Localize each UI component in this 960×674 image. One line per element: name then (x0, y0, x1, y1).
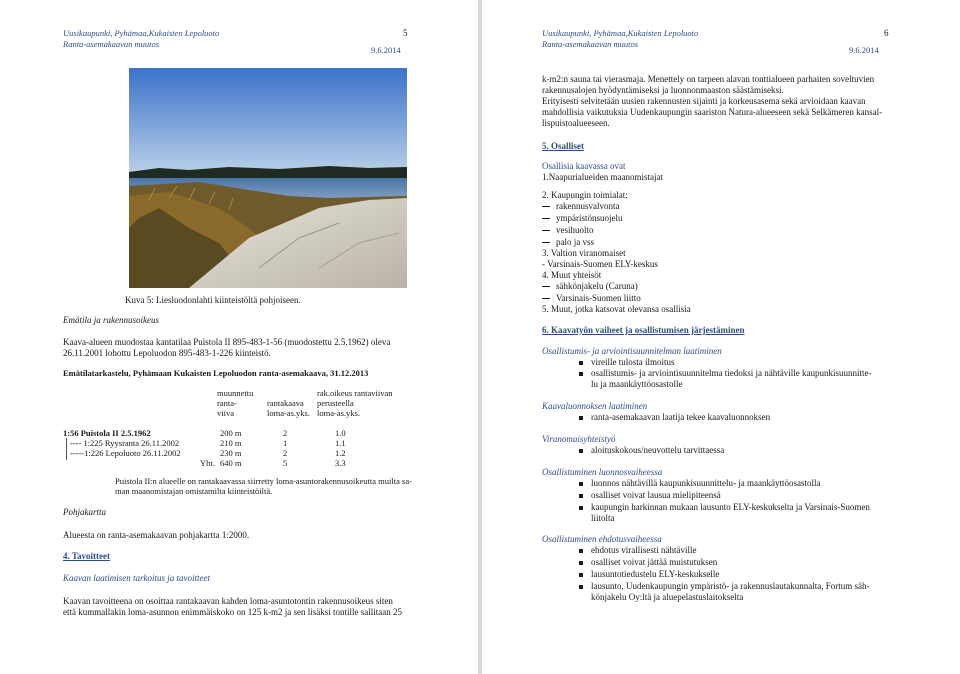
intro-line: mahdollisia vaikutuksia Uudenkaupungin saariston Natura-alueeseen sekä Selkämeren kansal- (542, 107, 883, 117)
landscape-photo (129, 68, 407, 288)
table-cell: 1.1 (335, 438, 346, 448)
square-bullet-icon (579, 361, 583, 365)
bullet-item: ranta-asemakaavan laatija tekee kaavaluonnoksen (579, 412, 770, 423)
osalliset-item: 5. Muut, jotka katsovat olevansa osallisia (542, 304, 691, 314)
square-bullet-icon (579, 482, 583, 486)
section-heading-5: 5. Osalliset (542, 141, 584, 151)
square-bullet-icon (579, 372, 583, 376)
bullet-item: osallistumis- ja arviointisuunnitelma tiedoksi ja nähtäville kaupunkisuunnitte- (579, 368, 871, 379)
table-row-label: ---- 1:225 Ryysranta 26.11.2002 (70, 438, 180, 448)
header-date: 9.6.2014 (371, 45, 401, 55)
square-bullet-icon (579, 449, 583, 453)
osalliset-subitem: - Varsinais-Suomen ELY-keskus (542, 259, 658, 269)
dash-bullet-icon (542, 242, 550, 243)
table-row-label: -----1:226 Lepoluoto 26.11.2002 (70, 448, 181, 458)
tree-connector-line (66, 438, 67, 460)
phase-title: Osallistumis- ja arviointisuunnitelman laatiminen (542, 346, 722, 356)
bullet-item-continuation: lu ja maankäyttöosastolle (591, 379, 683, 389)
table-header-col3-line2: perusteella (317, 398, 354, 408)
paragraph-line: Kaavan tavoitteena on osoittaa rantakaavan kahden loma-asuntotontin rakennusoikeus siten (63, 596, 393, 606)
paragraph-line: Kaava-alueen muodostaa kantatilaa Puistola II 895-483-1-56 (muodostettu 2.5.1962) oleva (63, 337, 391, 347)
bullet-item: luonnos nähtävillä kaupunkisuunnittelu- ja maankäyttöosastolla (579, 478, 820, 489)
table-title: Emätilatarkastelu, Pyhämaan Kukaisten Lepoluodon ranta-asemakaava, 31.12.2013 (63, 368, 369, 378)
dash-bullet-icon (542, 286, 550, 287)
table-cell: 2 (283, 448, 288, 458)
table-cell: 640 m (220, 458, 242, 468)
photo-caption: Kuva 5: Liesluodonlahti kiinteistöltä pohjoiseen. (125, 295, 301, 305)
side-label-pohjakartta: Pohjakartta (63, 507, 106, 517)
table-header-col2-line3: loma-as.yks. (267, 408, 310, 418)
dash-list-item: ympäristönsuojelu (542, 213, 623, 224)
table-cell: 1 (283, 438, 288, 448)
dash-list-item: Varsinais-Suomen liitto (542, 293, 641, 304)
table-cell: 2 (283, 428, 288, 438)
note-line: Puistola II:n alueelle on rantakaavassa siirretty loma-asuntorakennusoikeutta muilta sa- (115, 476, 412, 486)
page-number: 5 (403, 28, 408, 38)
side-label-emätila: Emätila ja rakennusoikeus (63, 315, 159, 325)
table-cell: 200 m (220, 428, 242, 438)
dash-bullet-icon (542, 298, 550, 299)
phase-title: Osallistuminen luonnosvaiheessa (542, 467, 663, 477)
phase-title: Viranomaisyhteistyö (542, 434, 616, 444)
bullet-item: ehdotus virallisesti nähtäville (579, 545, 696, 556)
header-title: Uusikaupunki, Pyhämaa,Kukaisten Lepoluoto (542, 28, 699, 38)
bullet-item: lausunto, Uudenkaupungin ympäristö- ja rakennuslautakunnalta, Fortum säh- (579, 581, 869, 592)
header-date: 9.6.2014 (849, 45, 879, 55)
landscape-photo-image (129, 68, 407, 288)
table-cell: 210 m (220, 438, 242, 448)
intro-line: k-m2:n sauna tai vierasmaja. Menettely on tarpeen alavan tonttialueen parhaiten soveltuvien (542, 74, 875, 84)
bullet-item: aloituskokous/neuvottelu tarvittaessa (579, 445, 724, 456)
osalliset-item: 2. Kaupungin toimialat: (542, 190, 628, 200)
square-bullet-icon (579, 573, 583, 577)
square-bullet-icon (579, 494, 583, 498)
square-bullet-icon (579, 585, 583, 589)
header-subtitle: Ranta-asemakaavan muutos (63, 39, 160, 49)
table-row-label: 1:56 Puistola II 2.5.1962 (63, 428, 151, 438)
osalliset-item: 3. Valtion viranomaiset (542, 248, 626, 258)
table-row-label: Yht. (200, 458, 215, 468)
pohjakartta-text: Alueesta on ranta-asemakaavan pohjakartta 1:2000. (63, 530, 250, 540)
table-header-col2-line2: rantakaava (267, 398, 304, 408)
table-cell: 1.0 (335, 428, 346, 438)
square-bullet-icon (579, 561, 583, 565)
table-cell: 5 (283, 458, 288, 468)
document-page-right (482, 0, 960, 674)
osalliset-intro: Osallisia kaavassa ovat (542, 161, 626, 171)
dash-bullet-icon (542, 206, 550, 207)
osalliset-item: 4. Muut yhteisöt (542, 270, 602, 280)
dash-list-item: vesihuolto (542, 225, 594, 236)
dash-list-item: palo ja vss (542, 237, 594, 248)
header-title: Uusikaupunki, Pyhämaa,Kukaisten Lepoluoto (63, 28, 220, 38)
document-page-left (0, 0, 478, 674)
section-subheading: Kaavan laatimisen tarkoitus ja tavoitteet (63, 573, 210, 583)
paragraph-line: että kummallakin loma-asunnon enimmäiskoko on 125 k-m2 ja sen lisäksi tontille sallitaan 25 (63, 607, 402, 617)
square-bullet-icon (579, 549, 583, 553)
dash-bullet-icon (542, 218, 550, 219)
intro-line: lispuistoalueeseen. (542, 118, 610, 128)
table-cell: 230 m (220, 448, 242, 458)
dash-list-item: rakennusvalvonta (542, 201, 619, 212)
table-header-col3-line1: rak.oikeus rantaviivan (317, 388, 393, 398)
intro-line: Erityisesti selvitetään uusien rakennusten sijainti ja korkeusasema sekä arvioidaan kaavan (542, 96, 866, 106)
page-number: 6 (884, 28, 889, 38)
section-heading-4: 4. Tavoitteet (63, 551, 110, 561)
bullet-item: kaupungin harkinnan mukaan lausunto ELY-keskukselta ja Varsinais-Suomen (579, 502, 870, 513)
square-bullet-icon (579, 416, 583, 420)
table-header-col1-line3: viiva (217, 408, 234, 418)
bullet-item: osalliset voivat jättää muistutuksen (579, 557, 717, 568)
table-header-col1-line1: muunnettu (217, 388, 254, 398)
bullet-item: vireille tulosta ilmoitus (579, 357, 675, 368)
phase-title: Kaavaluonnoksen laatiminen (542, 401, 648, 411)
dash-list-item: sähkönjakelu (Caruna) (542, 281, 638, 292)
square-bullet-icon (579, 506, 583, 510)
bullet-item: lausuntotiedustelu ELY-keskukselle (579, 569, 719, 580)
bullet-item-continuation: liitolta (591, 513, 615, 523)
bullet-item-continuation: könjakelu Oy:ltä ja aluepelastuslaitokselta (591, 592, 744, 602)
section-heading-6: 6. Kaavatyön vaiheet ja osallistumisen järjestäminen (542, 325, 745, 335)
paragraph-line: 26.11.2001 lohottu Lepoluodon 895-483-1-226 kiinteistö. (63, 348, 271, 358)
table-header-col3-line3: loma-as.yks. (317, 408, 360, 418)
note-line: man maanomistajan omistamilta kiinteistöiltä. (115, 486, 273, 496)
intro-line: rakennusalojen hyödyntämiseksi ja luonnonmaaston säästämiseksi. (542, 85, 784, 95)
table-header-col1-line2: ranta- (217, 398, 237, 408)
table-cell: 3.3 (335, 458, 346, 468)
phase-title: Osallistuminen ehdotusvaiheessa (542, 534, 662, 544)
header-subtitle: Ranta-asemakaavan muutos (542, 39, 639, 49)
osalliset-item: 1.Naapurialueiden maanomistajat (542, 172, 663, 182)
dash-bullet-icon (542, 230, 550, 231)
bullet-item: osalliset voivat lausua mielipiteensä (579, 490, 721, 501)
table-cell: 1.2 (335, 448, 346, 458)
